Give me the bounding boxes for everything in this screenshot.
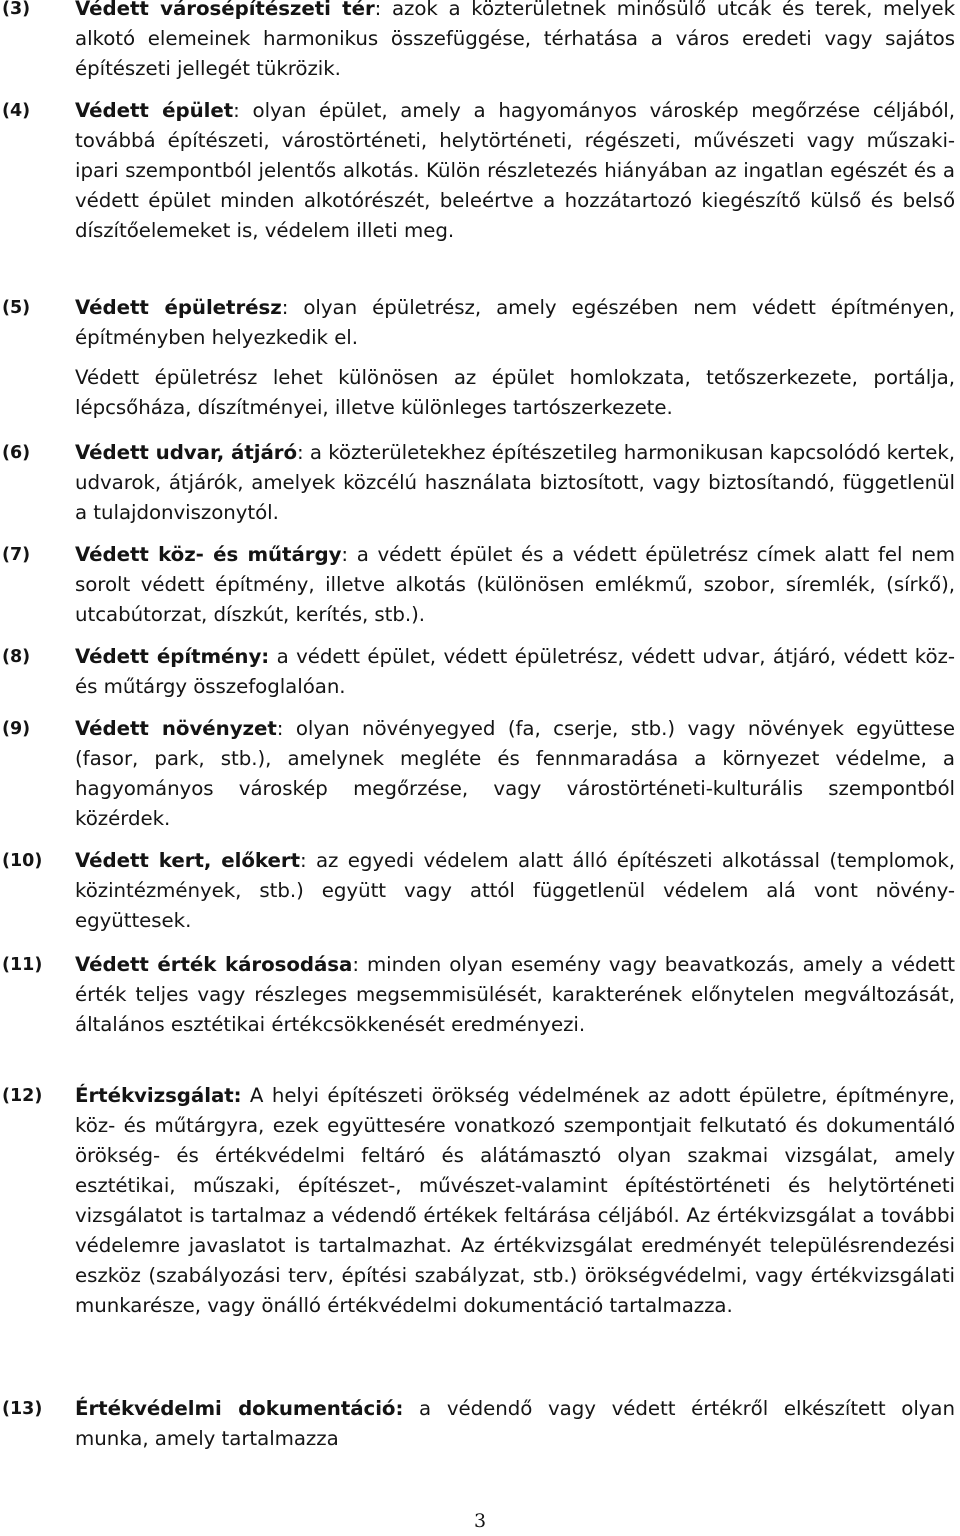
item-definition: : azok a közterületnek minősülő utcák és terek, melyek alkotó elemeinek harmonikus összefüggése, térhatása a város eredeti vagy sajátos építészeti jellegét tükrözik. [75,0,956,80]
definition-item-13 [0,1394,955,1454]
item-number: (9) [2,719,31,739]
item-definition: : az egyedi védelem alatt álló építészeti alkotással (templomok, közintézmények, stb.) együtt vagy attól függetlenül védelem alá vont növény-együttesek. [75,849,955,932]
item-number: (5) [2,298,31,318]
item-definition: : a védett épület és a védett épületrész címek alatt fel nem sorolt védett építmény, illetve alkotás (különösen emlékmű, szobor, síremlék, (sírkő), utcabútorzat, díszkút, kerítés, stb.). [75,543,955,626]
item-text [75,540,955,630]
item-number: (3) [2,0,31,19]
item-term: Védett építmény: [75,645,270,668]
item-term: Értékvizsgálat: [75,1084,242,1107]
page-number: 3 [473,1510,487,1532]
item-term: Értékvédelmi dokumentáció: [75,1397,404,1420]
item-term: Védett udvar, átjáró [75,441,298,464]
definition-item-3 [0,0,955,84]
item-text [75,438,955,528]
item-text [75,846,955,936]
item-number: (13) [2,1399,43,1419]
item-text [75,0,955,84]
item-text [75,950,955,1040]
item-number: (12) [2,1086,43,1106]
definition-item-11 [0,950,955,1040]
item-number: (4) [2,101,31,121]
definition-item-8 [0,642,955,702]
item-text [75,1081,955,1321]
item-text [75,714,955,834]
item-definition: : olyan épületrész, amely egészében nem védett építményen, építményben helyezkedik el. [75,296,955,349]
item-definition: : a közterületekhez építészetileg harmonikusan kapcsolódó kertek, udvarok, átjárók, amelyek közcélú használata biztosított, vagy biztosítandó, függetlenül a tulajdonviszonytól. [75,441,955,524]
definition-item-4 [0,96,955,246]
item-term: Védett kert, előkert [75,849,300,872]
item-definition: a védett épület, védett épületrész, védett udvar, átjáró, védett köz- és műtárgy összefoglalóan. [75,645,955,698]
item-definition: a védendő vagy védett értékről elkészített olyan munka, amely tartalmazza [75,1397,955,1450]
definition-item-7 [0,540,955,630]
item-definition: A helyi építészeti örökség védelmének az adott épületre, építményre, köz- és műtárgyra, ezek együttesére vonatkozó szempontjait felkutató és dokumentáló örökség- és értékvédelmi feltáró és alátámasztó olyan szakmai vizsgálat, amely esztétikai, műszaki, építészet-, művészet-valamint építéstörténeti és helytörténeti vizsgálatot is tartalmaz a védendő értékek feltárása céljából. Az értékvizsgálat a további védelemre javaslatot is tartalmazhat. Az értékvizsgálat eredményét településrendezési eszköz (szabályozási terv, építési szabályzat, stb.) örökségvédelmi, vagy értékvizsgálati munkarésze, vagy önálló értékvédelmi dokumentáció tartalmazza. [75,1084,955,1317]
item-term: Védett növényzet [75,717,277,740]
item-definition: : olyan növényegyed (fa, cserje, stb.) vagy növények együttese (fasor, park, stb.), amelynek megléte és fennmaradása a környezet védelme, a hagyományos városkép megőrzése, vagy várostörténeti-kulturális szempontból közérdek. [75,717,955,830]
item-term: Védett épületrész [75,296,282,319]
item-definition: : minden olyan esemény vagy beavatkozás, amely a védett érték teljes vagy részleges megsemmisülését, karakterének előnytelen megváltozását, általános esztétikai értékcsökkenését eredményezi. [75,953,955,1036]
item-number: (11) [2,955,43,975]
item-text [75,642,955,702]
item-definition: : olyan épület, amely a hagyományos városkép megőrzése céljából, továbbá építészeti, várostörténeti, helytörténeti, régészeti, művészeti vagy műszaki-ipari szempontból jelentős alkotás. Külön részletezés hiányában az ingatlan egészét és a védett épület minden alkotórészét, beleértve a hozzátartozó kiegészítő külső és belső díszítőelemeket is, védelem illeti meg. [75,99,955,242]
item-term: Védett érték károsodása [75,953,353,976]
definition-item-6 [0,438,955,528]
definition-item-12 [0,1081,955,1321]
item-number: (8) [2,647,31,667]
definition-item-5 [0,293,955,423]
item-term: Védett épület [75,99,234,122]
definition-item-9 [0,714,955,834]
item-number: (7) [2,545,31,565]
item-text [75,96,955,246]
item-term: Védett városépítészeti tér [75,0,375,20]
item-extra-paragraph: Védett épületrész lehet különösen az épület homlokzata, tetőszerkezete, portálja, lépcsőháza, díszítményei, illetve különleges tartószerkezete. [75,366,955,419]
item-number: (10) [2,851,43,871]
item-term: Védett köz- és műtárgy [75,543,342,566]
item-number: (6) [2,443,31,463]
item-text [75,1394,955,1454]
definition-item-10 [0,846,955,936]
item-text [75,293,955,353]
